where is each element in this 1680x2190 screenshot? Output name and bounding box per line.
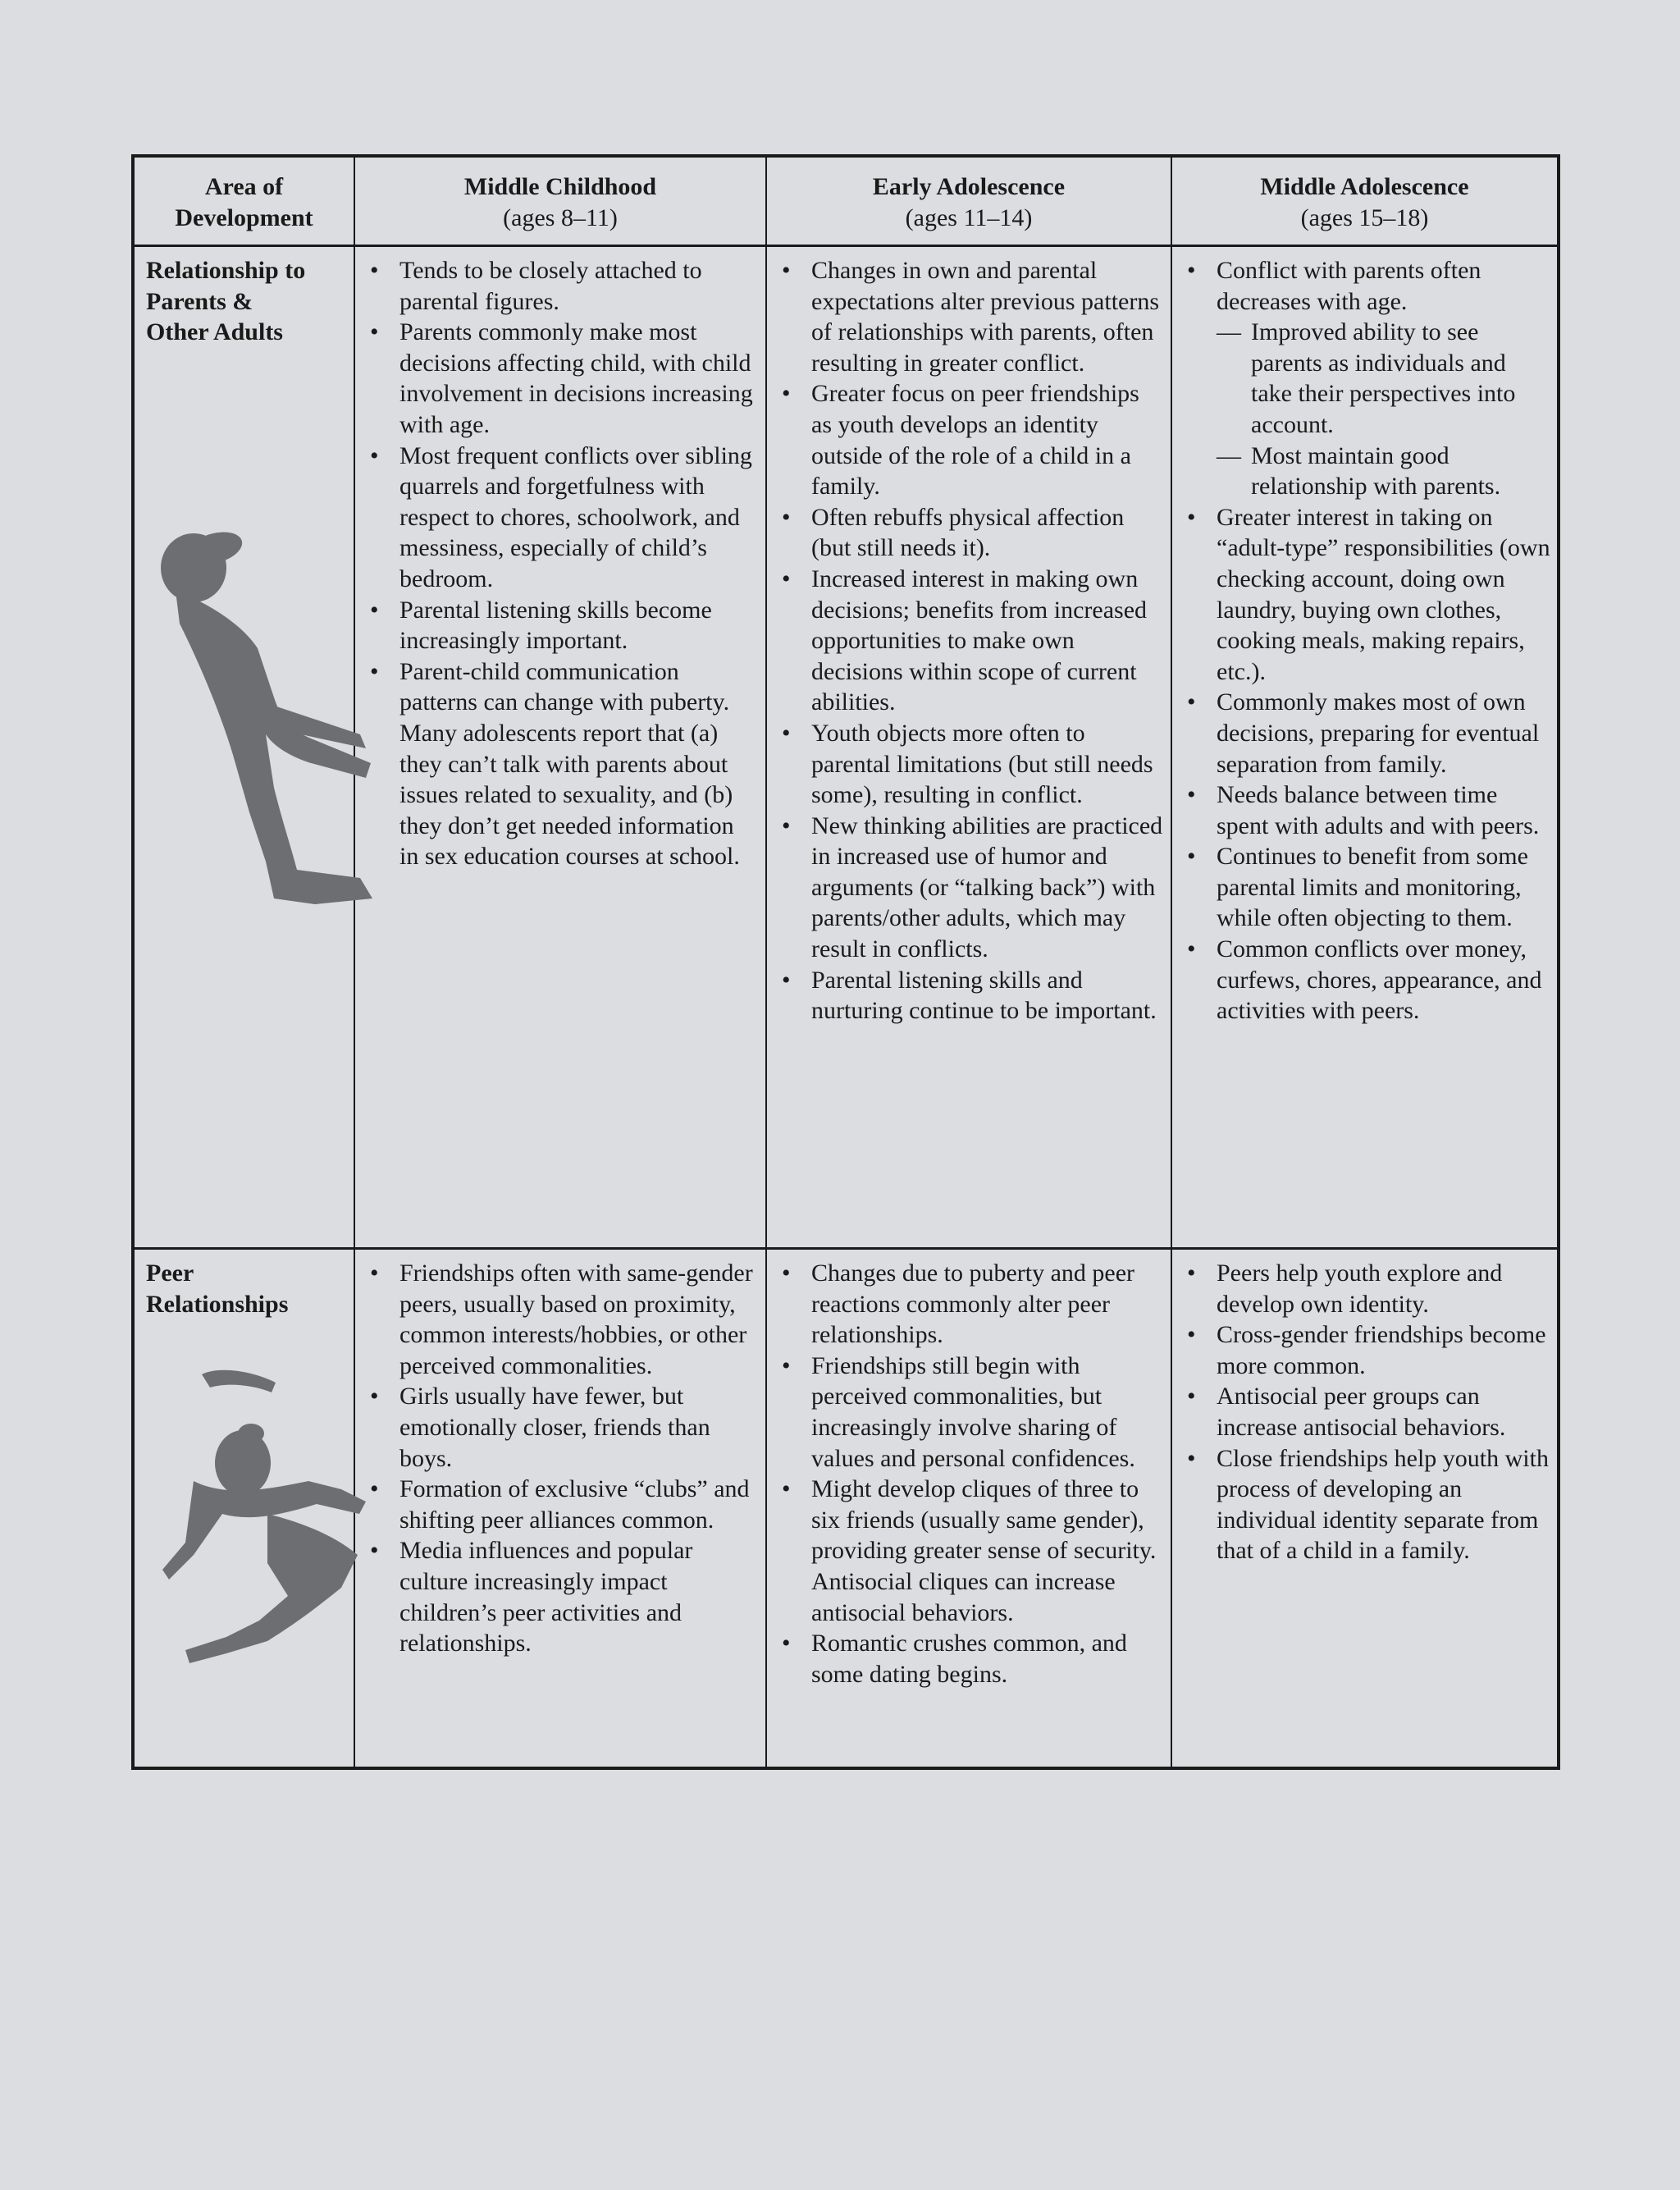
- list-item: [778, 564, 1164, 718]
- list-item-text: Often rebuffs physical affection (but still needs it).: [811, 503, 1125, 562]
- list-item-text: Most frequent conflicts over sibling quarrels and forgetfulness with respect to chores, schoolwork, and messiness, especially of child’s bedroom.: [399, 441, 752, 592]
- list-item: [367, 255, 759, 317]
- list-item: [1184, 1443, 1550, 1566]
- leaning-person-icon: [151, 525, 389, 911]
- list-item-text: Youth objects more often to parental limitations (but still needs some), resulting in conflict.: [811, 719, 1153, 809]
- sub-list-item-text: Improved ability to see parents as individuals and take their perspectives into account.: [1251, 318, 1516, 438]
- header-row: [133, 156, 1559, 246]
- list-item: [1184, 255, 1550, 502]
- bullet-icon: •: [1187, 1321, 1196, 1349]
- sub-list: [1217, 317, 1550, 502]
- list-item-text: Common conflicts over money, curfews, chores, appearance, and activities with peers.: [1217, 935, 1542, 1025]
- list-item-text: Greater focus on peer friendships as youth develops an identity outside of the role of a child in a family.: [811, 380, 1139, 501]
- bullet-list: [1184, 255, 1550, 1026]
- list-item-text: New thinking abilities are practiced in increased use of humor and arguments (or “talking back”) with parents/other adults, which may result in conflicts.: [811, 812, 1163, 963]
- kneeling-person-icon: [144, 1358, 390, 1686]
- bullet-list: [778, 1258, 1164, 1689]
- list-item-text: Friendships often with same-gender peers, usually based on proximity, common interests/hobbies, or other perceived commonalities.: [399, 1260, 753, 1379]
- bullet-icon: •: [1187, 1260, 1196, 1287]
- bullet-icon: •: [1187, 935, 1196, 963]
- list-item: [1184, 502, 1550, 688]
- list-item-text: Peers help youth explore and develop own identity.: [1217, 1260, 1503, 1318]
- bullet-icon: •: [782, 565, 791, 592]
- list-item-text: Close friendships help youth with process of developing an individual identity separate from that of a child in a family.: [1217, 1444, 1549, 1565]
- list-item-text: Antisocial peer groups can increase antisocial behaviors.: [1217, 1383, 1506, 1441]
- bullet-icon: •: [370, 1475, 379, 1503]
- list-item-text: Parental listening skills and nurturing continue to be important.: [811, 966, 1157, 1025]
- list-item: [367, 656, 759, 872]
- header-early-adolescence: Early Adolescence (ages 11–14): [766, 156, 1171, 246]
- list-item: [367, 1535, 759, 1658]
- list-item: [1184, 1381, 1550, 1442]
- list-item: [778, 718, 1164, 811]
- list-item-text: Commonly makes most of own decisions, preparing for eventual separation from family.: [1217, 688, 1540, 778]
- bullet-icon: •: [1187, 503, 1196, 531]
- cell-middle-childhood: [354, 1249, 766, 1769]
- list-item: [778, 1351, 1164, 1474]
- dash-icon: —: [1217, 441, 1241, 469]
- bullet-icon: •: [782, 1475, 791, 1503]
- list-item: [778, 1474, 1164, 1628]
- list-item-text: Increased interest in making own decisions; benefits from increased opportunities to make own decisions within scope of current abilities.: [811, 565, 1148, 716]
- list-item-text: Parental listening skills become increasingly important.: [399, 596, 712, 655]
- bullet-icon: •: [782, 503, 791, 531]
- bullet-icon: •: [1187, 1444, 1196, 1472]
- list-item: [367, 595, 759, 656]
- header-area: Area of Development: [133, 156, 354, 246]
- bullet-icon: •: [370, 257, 379, 284]
- bullet-icon: •: [370, 596, 379, 624]
- list-item: [778, 1258, 1164, 1351]
- list-item: [367, 1258, 759, 1381]
- cell-early-adolescence: [766, 1249, 1171, 1769]
- list-item-text: Girls usually have fewer, but emotionally closer, friends than boys.: [399, 1383, 710, 1472]
- area-label: Relationship to Parents & Other Adults: [146, 257, 306, 346]
- bullet-icon: •: [370, 1260, 379, 1287]
- list-item-text: Needs balance between time spent with adults and with peers.: [1217, 781, 1540, 839]
- list-item: [367, 1381, 759, 1474]
- list-item-text: Friendships still begin with perceived commonalities, but increasingly involve sharing of values and personal confidences.: [811, 1351, 1135, 1472]
- list-item: [1184, 934, 1550, 1026]
- list-item: [1184, 841, 1550, 934]
- list-item: [778, 502, 1164, 564]
- bullet-icon: •: [782, 1260, 791, 1287]
- bullet-icon: •: [370, 318, 379, 346]
- list-item-text: Tends to be closely attached to parental figures.: [399, 257, 702, 315]
- bullet-icon: •: [1187, 257, 1196, 284]
- bullet-icon: •: [1187, 843, 1196, 871]
- sub-list-item: [1217, 317, 1550, 440]
- list-item-text: Parent-child communication patterns can change with puberty. Many adolescents report that (a) they can’t talk with parents about issues related to sexuality, and (b) they don’t get needed information in sex education courses at school.: [399, 657, 740, 871]
- bullet-icon: •: [370, 1383, 379, 1410]
- cell-early-adolescence: [766, 246, 1171, 1249]
- list-item: [1184, 1258, 1550, 1319]
- area-label: Peer Relationships: [146, 1260, 289, 1318]
- bullet-icon: •: [370, 657, 379, 685]
- bullet-icon: •: [782, 257, 791, 284]
- list-item-text: Cross-gender friendships become more common.: [1217, 1321, 1546, 1379]
- bullet-list: [367, 255, 759, 872]
- list-item-text: Parents commonly make most decisions affecting child, with child involvement in decisions increasing with age.: [399, 318, 753, 438]
- list-item-text: Romantic crushes common, and some dating begins.: [811, 1630, 1127, 1688]
- header-middle-adolescence: Middle Adolescence (ages 15–18): [1171, 156, 1559, 246]
- list-item-text: Conflict with parents often decreases with age.: [1217, 257, 1481, 315]
- dash-icon: —: [1217, 318, 1241, 346]
- bullet-icon: •: [782, 1351, 791, 1379]
- bullet-icon: •: [370, 441, 379, 469]
- list-item-text: Changes due to puberty and peer reactions commonly alter peer relationships.: [811, 1260, 1135, 1349]
- list-item: [367, 1474, 759, 1535]
- sub-list-item: [1217, 441, 1550, 502]
- list-item: [778, 1628, 1164, 1689]
- bullet-list: [367, 1258, 759, 1659]
- list-item-text: Changes in own and parental expectations alter previous patterns of relationships with parents, often resulting in greater conflict.: [811, 257, 1160, 377]
- list-item-text: Formation of exclusive “clubs” and shifting peer alliances common.: [399, 1475, 750, 1534]
- bullet-icon: •: [782, 812, 791, 839]
- list-item: [778, 965, 1164, 1026]
- sub-list-item-text: Most maintain good relationship with parents.: [1251, 441, 1501, 501]
- list-item-text: Might develop cliques of three to six friends (usually same gender), providing greater sense of security. Antisocial cliques can increase antisocial behaviors.: [811, 1475, 1157, 1626]
- cell-middle-adolescence: [1171, 1249, 1559, 1769]
- list-item: [1184, 780, 1550, 841]
- list-item: [778, 811, 1164, 965]
- bullet-list: [1184, 1258, 1550, 1566]
- list-item-text: Continues to benefit from some parental limits and monitoring, while often objecting to them.: [1217, 843, 1528, 932]
- bullet-icon: •: [782, 1630, 791, 1657]
- cell-middle-childhood: [354, 246, 766, 1249]
- bullet-icon: •: [782, 966, 791, 994]
- list-item: [1184, 687, 1550, 780]
- bullet-icon: •: [782, 380, 791, 408]
- bullet-icon: •: [1187, 688, 1196, 716]
- bullet-icon: •: [1187, 781, 1196, 809]
- list-item: [778, 378, 1164, 501]
- list-item: [367, 441, 759, 595]
- bullet-icon: •: [1187, 1383, 1196, 1410]
- list-item: [1184, 1319, 1550, 1381]
- bullet-icon: •: [370, 1537, 379, 1565]
- bullet-icon: •: [782, 719, 791, 747]
- list-item-text: Greater interest in taking on “adult-type” responsibilities (own checking account, doing own laundry, buying own clothes, cooking meals, making repairs, etc.).: [1217, 503, 1550, 685]
- header-middle-childhood: Middle Childhood (ages 8–11): [354, 156, 766, 246]
- bullet-list: [778, 255, 1164, 1026]
- list-item-text: Media influences and popular culture increasingly impact children’s peer activities and relationships.: [399, 1537, 693, 1657]
- list-item: [778, 255, 1164, 378]
- list-item: [367, 317, 759, 440]
- cell-middle-adolescence: [1171, 246, 1559, 1249]
